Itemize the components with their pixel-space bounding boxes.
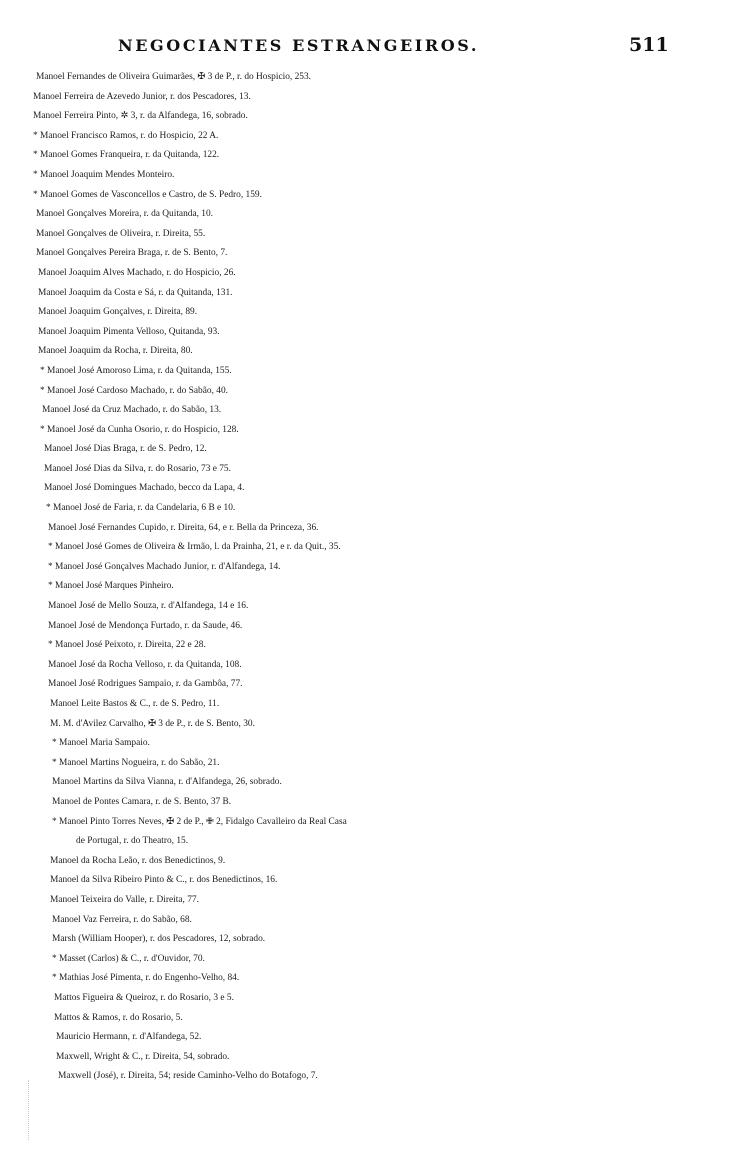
list-item: Manoel Joaquim Alves Machado, r. do Hospicio, 26.: [38, 267, 236, 278]
list-item: * Manoel Pinto Torres Neves, ✠ 2 de P., ✙ 2, Fidalgo Cavalleiro da Real Casa: [52, 816, 347, 827]
list-item: Manoel José Dias da Silva, r. do Rosario, 73 e 75.: [44, 463, 231, 474]
list-item: * Manoel José Amoroso Lima, r. da Quitanda, 155.: [40, 365, 232, 376]
page-header: [0, 34, 736, 64]
list-item: * Manoel Gomes Franqueira, r. da Quitanda, 122.: [33, 150, 220, 161]
list-item: Manoel Martins da Silva Vianna, r. d'Alfandega, 26, sobrado.: [52, 777, 282, 788]
list-item: Manoel Vaz Ferreira, r. do Sabão, 68.: [52, 914, 192, 925]
list-item: Manoel José Rodrigues Sampaio, r. da Gambôa, 77.: [48, 679, 243, 690]
list-item: M. M. d'Avilez Carvalho, ✠ 3 de P., r. de S. Bento, 30.: [50, 718, 255, 729]
merchant-list: [0, 68, 736, 1087]
scan-artifact: [28, 1080, 35, 1140]
list-item: * Manoel José Marques Pinheiro.: [48, 581, 174, 592]
list-item: Manoel da Rocha Leão, r. dos Benedictinos, 9.: [50, 855, 226, 866]
list-item: Manoel Joaquim Gonçalves, r. Direita, 89.: [38, 307, 198, 318]
list-item: Manoel Gonçalves Pereira Braga, r. de S. Bento, 7.: [36, 248, 228, 259]
list-item: Manoel José Dias Braga, r. de S. Pedro, 12.: [44, 444, 207, 455]
list-item: Manoel Joaquim Pimenta Velloso, Quitanda, 93.: [38, 326, 220, 337]
page-number: 511: [629, 34, 669, 56]
list-item: * Manoel José da Cunha Osorio, r. do Hospicio, 128.: [40, 424, 239, 435]
list-item: * Manoel José Gomes de Oliveira & Irmão, l. da Prainha, 21, e r. da Quit., 35.: [48, 542, 341, 553]
list-item: Maxwell (José), r. Direita, 54; reside Caminho-Velho do Botafogo, 7.: [58, 1071, 318, 1082]
list-item: Manoel Ferreira Pinto, ✲ 3, r. da Alfandega, 16, sobrado.: [33, 111, 248, 122]
list-item: Mattos Figueira & Queiroz, r. do Rosario, 3 e 5.: [54, 992, 234, 1003]
list-item: Manoel Joaquim da Costa e Sá, r. da Quitanda, 131.: [38, 287, 233, 298]
list-item: * Manoel Joaquim Mendes Monteiro.: [33, 169, 175, 180]
list-item: * Manoel José Cardoso Machado, r. do Sabão, 40.: [40, 385, 228, 396]
list-item: Manoel José da Rocha Velloso, r. da Quitanda, 108.: [48, 659, 242, 670]
list-item: * Manoel José Gonçalves Machado Junior, r. d'Alfandega, 14.: [48, 561, 281, 572]
list-item: Manoel Joaquim da Rocha, r. Direita, 80.: [38, 346, 193, 357]
list-item: Mattos & Ramos, r. do Rosario, 5.: [54, 1012, 183, 1023]
list-item: Manoel Leite Bastos & C., r. de S. Pedro, 11.: [50, 699, 220, 709]
list-item: Manoel José de Mello Souza, r. d'Alfandega, 14 e 16.: [48, 601, 249, 612]
list-item: Manoel da Silva Ribeiro Pinto & C., r. dos Benedictinos, 16.: [50, 875, 278, 886]
list-item: * Mathias José Pimenta, r. do Engenho-Velho, 84.: [52, 973, 240, 984]
list-item-continuation: de Portugal, r. do Theatro, 15.: [76, 836, 189, 847]
list-item: Manoel Fernandes de Oliveira Guimarães, ✠ 3 de P., r. do Hospicio, 253.: [36, 72, 311, 82]
list-item: Manoel Gonçalves Moreira, r. da Quitanda, 10.: [36, 209, 214, 220]
list-item: * Manoel Maria Sampaio.: [52, 738, 150, 749]
list-item: * Manoel José de Faria, r. da Candelaria, 6 B e 10.: [46, 503, 236, 514]
list-item: * Manoel Martins Nogueira, r. do Sabão, 21.: [52, 757, 220, 768]
list-item: Manoel Ferreira de Azevedo Junior, r. dos Pescadores, 13.: [33, 91, 251, 102]
list-item: Maxwell, Wright & C., r. Direita, 54, sobrado.: [56, 1051, 230, 1062]
list-item: * Manoel Francisco Ramos, r. do Hospicio, 22 A.: [33, 130, 219, 141]
list-item: Manoel Teixeira do Valle, r. Direita, 77.: [50, 894, 199, 905]
list-item: Manoel José de Mendonça Furtado, r. da Saude, 46.: [48, 620, 243, 631]
list-item: Manoel Gonçalves de Oliveira, r. Direita, 55.: [36, 228, 206, 239]
list-item: Manoel de Pontes Camara, r. de S. Bento, 37 B.: [52, 796, 232, 807]
list-item: * Manoel Gomes de Vasconcellos e Castro, de S. Pedro, 159.: [33, 189, 262, 200]
list-item: Manoel José da Cruz Machado, r. do Sabão, 13.: [42, 405, 222, 416]
list-item: * Masset (Carlos) & C., r. d'Ouvidor, 70.: [52, 953, 205, 964]
list-item: Manoel José Domingues Machado, becco da Lapa, 4.: [44, 483, 245, 494]
list-item: Mauricio Hermann, r. d'Alfandega, 52.: [56, 1032, 202, 1043]
running-title: NEGOCIANTES ESTRANGEIROS.: [118, 36, 480, 55]
list-item: Manoel José Fernandes Cupido, r. Direita, 64, e r. Bella da Princeza, 36.: [48, 522, 319, 533]
list-item: * Manoel José Peixoto, r. Direita, 22 e 28.: [48, 640, 206, 651]
list-item: Marsh (William Hooper), r. dos Pescadores, 12, sobrado.: [52, 934, 266, 945]
